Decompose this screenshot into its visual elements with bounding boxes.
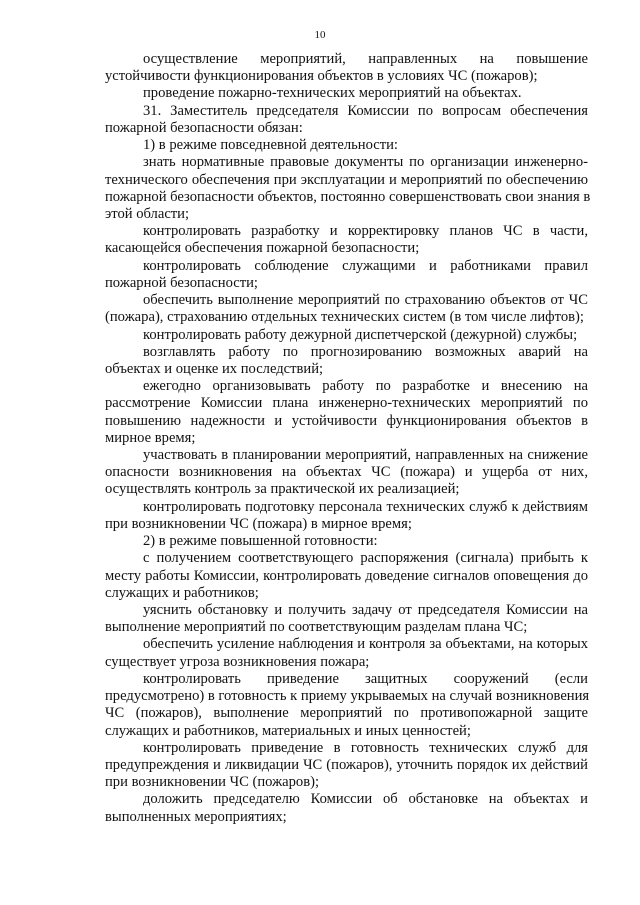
paragraph (105, 533, 588, 550)
paragraph (105, 636, 588, 670)
text-line: осуществление мероприятий, направленных на повышение (143, 51, 588, 67)
text-line: уяснить обстановку и получить задачу от председателя Комиссии на (143, 602, 588, 618)
text-line: предупреждения и ликвидации ЧС (пожаров), уточнить порядок их действий (105, 756, 588, 773)
paragraph (105, 292, 588, 326)
text-line: существует угроза возникновения пожара; (105, 653, 370, 670)
text-line: знать нормативные правовые документы по организации инженерно- (143, 154, 588, 171)
text-line: месту работы Комиссии, контролировать доведение сигналов оповещения до (105, 567, 588, 584)
text-line: 31. Заместитель председателя Комиссии по вопросам обеспечения (143, 102, 588, 119)
paragraph (105, 550, 588, 602)
text-line: обеспечить выполнение мероприятий по страхованию объектов от ЧС (143, 292, 588, 309)
text-line: контролировать работу дежурной диспетчерской (дежурной) службы; (143, 326, 578, 343)
text-line: рассмотрение Комиссии плана инженерно-технических мероприятий по (105, 395, 588, 412)
text-line: контролировать подготовку персонала технических служб к действиям (143, 498, 588, 515)
text-line: пожарной безопасности; (105, 274, 258, 291)
page-number: 10 (314, 29, 326, 41)
text-line: служащих и работников, материальных и иных ценностей; (105, 722, 471, 739)
text-line: контролировать разработку и корректировку планов ЧС в части, (143, 223, 588, 240)
text-line: ЧС (пожаров), выполнение мероприятий по противопожарной защите (105, 705, 588, 722)
text-line: касающейся обеспечения пожарной безопасности; (105, 240, 420, 257)
text-line: 1) в режиме повседневной деятельности: (143, 137, 398, 154)
text-line: возглавлять работу по прогнозированию возможных аварий на (143, 343, 588, 360)
paragraph (105, 258, 588, 292)
paragraph (105, 344, 588, 378)
text-line: опасности возникновения на объектах ЧС (пожара) и ущерба от них, (105, 464, 588, 481)
text-line: этой области; (105, 205, 190, 222)
paragraph (105, 51, 588, 85)
text-line: с получением соответствующего распоряжения (сигнала) прибыть к (143, 550, 588, 567)
text-line: технического обеспечения при эксплуатации и мероприятий по обеспечению (105, 171, 588, 188)
text-line: обеспечить усиление наблюдения и контроля за объектами, на которых (143, 636, 588, 653)
text-line: выполненных мероприятиях; (105, 808, 287, 825)
paragraph (105, 378, 588, 447)
text-line: доложить председателю Комиссии об обстановке на объектах и (143, 791, 588, 808)
paragraph (105, 791, 588, 825)
text-line: объектах и оценке их последствий; (105, 360, 324, 377)
paragraph (105, 137, 588, 154)
text-line: при возникновении ЧС (пожаров); (105, 774, 320, 791)
paragraph (105, 499, 588, 533)
text-line: участвовать в планировании мероприятий, направленных на снижение (143, 447, 588, 464)
text-line: повышению надежности и устойчивости функционирования объектов в (105, 412, 588, 429)
text-line: устойчивости функционирования объектов в условиях ЧС (пожаров); (105, 68, 538, 85)
paragraph (105, 740, 588, 792)
document-body (105, 51, 591, 826)
text-line: при возникновении ЧС (пожара) в мирное время; (105, 515, 412, 532)
paragraph (105, 223, 588, 257)
text-line: мирное время; (105, 429, 196, 446)
text-line: выполнение мероприятий по соответствующим разделам плана ЧС; (105, 619, 528, 636)
text-line: (пожара), страхованию отдельных технических систем (в том числе лифтов); (105, 309, 584, 326)
text-line: ежегодно организовывать работу по разработке и внесению на (143, 378, 588, 395)
text-line: пожарной безопасности объектов, постоянно совершенствовать свои знания в (105, 188, 591, 205)
paragraph (105, 602, 588, 636)
paragraph (105, 85, 588, 102)
paragraph (105, 671, 588, 740)
text-line: контролировать соблюдение служащими и работниками правил (143, 257, 588, 274)
text-line: проведение пожарно-технических мероприятий на объектах. (143, 85, 522, 102)
paragraph (105, 154, 591, 223)
paragraph (105, 447, 588, 499)
text-line: служащих и работников; (105, 584, 259, 601)
text-line: контролировать приведение в готовность технических служб для (143, 739, 588, 756)
text-line: пожарной безопасности обязан: (105, 119, 303, 136)
paragraph (105, 103, 588, 137)
text-line: 2) в режиме повышенной готовности: (143, 533, 378, 550)
text-line: осуществлять контроль за практической их реализацией; (105, 481, 460, 498)
paragraph (105, 327, 588, 344)
text-line: предусмотрено) в готовность к приему укрываемых на случай возникновения (105, 688, 590, 705)
text-line: контролировать приведение защитных сооружений (если (143, 670, 588, 687)
